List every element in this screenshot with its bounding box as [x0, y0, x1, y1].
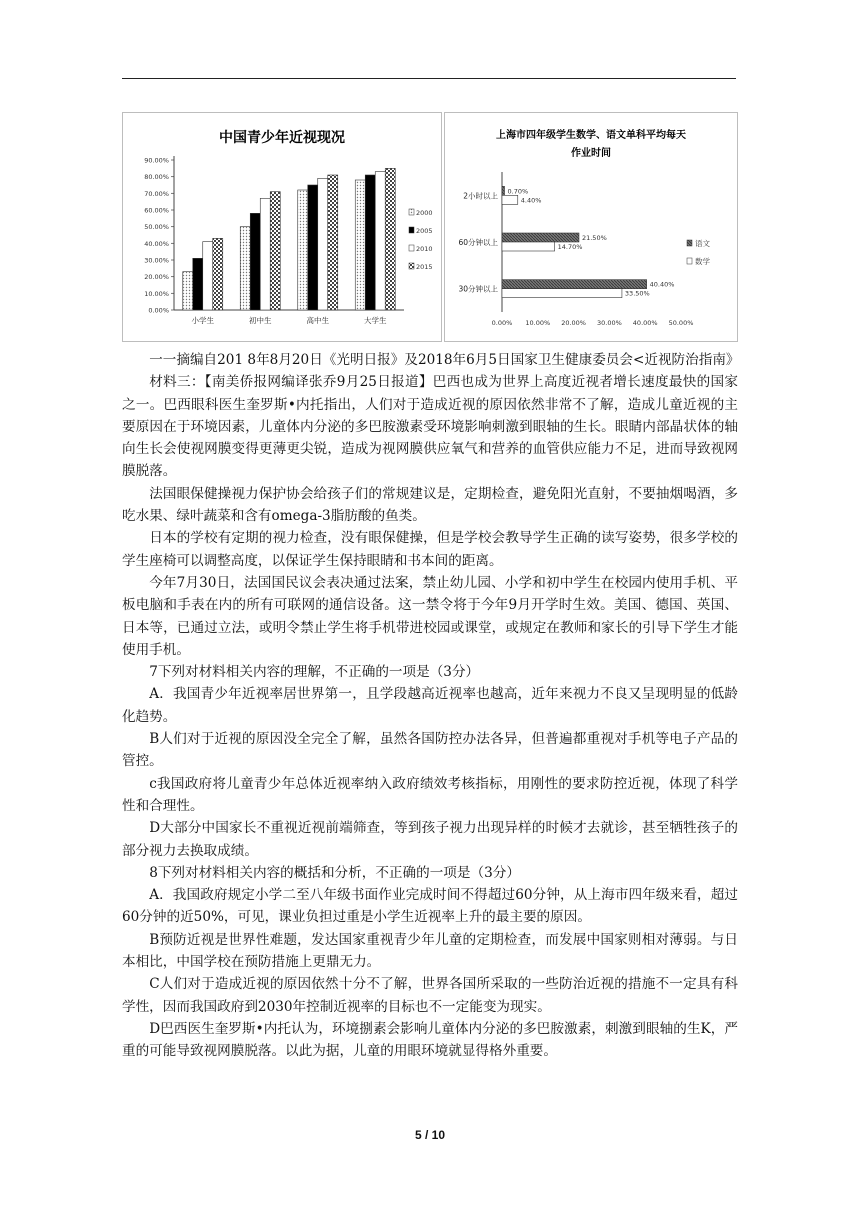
- charts-figure: [122, 112, 736, 340]
- legend-label: 2005: [416, 227, 433, 235]
- x-tick-label: 0.00%: [491, 319, 513, 327]
- bar-2010: [203, 242, 213, 310]
- y-tick-label: 30分钟以上: [458, 284, 498, 294]
- paragraph: D巴西医生奎罗斯•内托认为，环境捌素会影响儿童体内分泌的多巴胺激素，刺激到眼轴的生K，严重的可能导致视网膜脱落。以此为据，儿童的用眼环境就显得格外重要。: [122, 1020, 738, 1060]
- data-label: 21.50%: [581, 234, 607, 242]
- bar-2015: [270, 192, 280, 310]
- bar-2000: [298, 190, 308, 310]
- bar-数学: [502, 289, 622, 298]
- paragraph: 今年7月30日，法国国民议会表决通过法案，禁止幼儿园、小学和初中学生在校园内使用手机、平板电脑和手表在内的所有可联网的通信设备。这一禁令将于今年9月开学时生效。美国、德国、英国、日本等，已通过立法，或明令禁止学生将手机带进校园或课堂，或规定在教师和家长的引导下学生才能使用手机。: [122, 574, 738, 658]
- legend-label: 语文: [695, 239, 710, 248]
- page-number: 5 / 10: [414, 1128, 446, 1142]
- paragraph: B人们对于近视的原因没全完全了解，虽然各国防控办法各异，但普遍都重视对手机等电子产品的管控。: [122, 731, 738, 770]
- paragraph: c我国政府将儿童青少年总体近视率纳入政府绩效考核指标，用刚性的要求防控近视，体现了科学性和合理性。: [122, 775, 738, 814]
- data-label: 14.70%: [557, 243, 583, 251]
- x-tick-label: 40.00%: [632, 319, 658, 327]
- legend-swatch-2000: [409, 209, 414, 215]
- header-rule: [122, 78, 736, 79]
- bar-2000: [183, 272, 193, 310]
- article-body: [122, 349, 738, 1063]
- y-tick-label: 90.00%: [144, 156, 169, 165]
- y-tick-label: 2小时以上: [463, 191, 498, 201]
- x-tick-label: 大学生: [364, 316, 387, 325]
- chart-title: 中国青少年近视现况: [219, 130, 345, 146]
- x-tick-label: 10.00%: [525, 319, 551, 327]
- paragraph: B预防近视是世界性难题，发达国家重视青少年儿童的定期检查，而发展中国家则相对薄弱。与日本相比，中国学校在预防措施上更鼎无力。: [122, 931, 738, 971]
- bar-2010: [318, 178, 328, 310]
- paragraph: A．我国政府规定小学二至八年级书面作业完成时间不得超过60分钟，从上海市四年级来看，超过60分钟的近50%，可见，课业负担过重是小学生近视率上升的最主要的原因。: [122, 887, 738, 926]
- bar-2005: [365, 175, 375, 310]
- chart-title: 作业时间: [571, 148, 611, 159]
- x-tick-label: 20.00%: [561, 319, 586, 327]
- bar-2010: [260, 198, 270, 310]
- legend-label: 数学: [695, 257, 710, 266]
- x-tick-label: 初中生: [249, 316, 272, 325]
- data-label: 33.50%: [624, 289, 650, 298]
- bar-数学: [502, 242, 555, 251]
- paragraph: C人们对于造成近视的原因依然十分不了解，世界各国所采取的一些防治近视的措施不一定具有科学性，因而我国政府到2030年控制近视率的目标也不一定能变为现实。: [122, 976, 738, 1015]
- bar-数学: [502, 195, 518, 204]
- bar-2015: [213, 238, 223, 310]
- y-tick-label: 0.00%: [148, 306, 169, 315]
- legend-swatch-2015: [409, 263, 414, 269]
- y-tick-label: 60分钟以上: [458, 238, 498, 247]
- legend-label: 2010: [416, 245, 433, 253]
- x-tick-label: 50.00%: [668, 319, 694, 327]
- bar-2005: [250, 213, 260, 310]
- legend-label: 2000: [416, 209, 433, 217]
- y-tick-label: 10.00%: [144, 289, 169, 298]
- bar-2000: [355, 180, 365, 310]
- y-tick-label: 20.00%: [144, 273, 169, 282]
- y-tick-label: 50.00%: [144, 223, 169, 232]
- paragraph: 8下列对材料相关内容的概括和分析，不正确的一项是（3分）: [149, 864, 520, 881]
- bar-2005: [308, 185, 318, 310]
- bar-语文: [502, 233, 579, 242]
- bar-2015: [385, 168, 395, 310]
- legend-swatch-2010: [409, 245, 414, 251]
- legend-swatch-2005: [409, 227, 414, 233]
- legend-swatch-数学: [687, 258, 692, 264]
- paragraph: 材料三：【南美侨报网编译张乔9月25日报道】巴西也成为世界上高度近视者增长速度最快的国家之一。巴西眼科医生奎罗斯•内托指出，人们对于造成近视的原因依然非常不了解，造成儿童近视的主要原因在于环境因素，儿童体内分泌的多巴胺激素受环境影响刺激到眼轴的生长。眼睛内部晶状体的轴向生长会使视网膜变得更薄更尖锐，造成为视网膜供应氧气和营养的血管供应能力不足，进而导致视网膜脱落。: [122, 374, 738, 480]
- bar-语文: [502, 280, 647, 289]
- legend-swatch-语文: [687, 240, 692, 246]
- y-tick-label: 60.00%: [144, 206, 169, 215]
- y-tick-label: 40.00%: [144, 239, 169, 248]
- data-label: 4.40%: [520, 196, 542, 205]
- paragraph: 法国眼保健操视力保护协会给孩子们的常规建议是，定期检查，避免阳光直射，不要抽烟喝酒，多吃水果、绿叶蔬菜和含有omega-3脂肪酸的鱼类。: [122, 485, 738, 525]
- paragraph: 一一摘编自201 8年8月20日《光明日报》及2018年6月5日国家卫生健康委员会<近视防治指南》: [149, 352, 740, 368]
- y-tick-label: 30.00%: [144, 256, 169, 265]
- paragraph: A．我国青少年近视率居世界第一，且学段越高近视率也越高，近年来视力不良又呈现明显的低龄化趋势。: [122, 686, 738, 725]
- y-tick-label: 70.00%: [144, 189, 169, 198]
- y-tick-label: 80.00%: [144, 173, 169, 182]
- charts-svg: [122, 112, 736, 340]
- x-tick-label: 小学生: [191, 316, 214, 325]
- data-label: 0.70%: [507, 187, 529, 196]
- x-tick-label: 高中生: [306, 316, 329, 325]
- bar-语文: [502, 186, 505, 195]
- data-label: 40.40%: [649, 280, 675, 289]
- bar-2010: [375, 172, 385, 310]
- paragraph: 7下列对材料相关内容的理解，不正确的一项是（3分）: [149, 664, 480, 681]
- bar-2015: [328, 175, 338, 310]
- chart-title: 上海市四年级学生数学、语文单科平均每天: [496, 130, 686, 141]
- legend-label: 2015: [416, 263, 433, 271]
- x-tick-label: 30.00%: [597, 319, 622, 327]
- paragraph: 日本的学校有定期的视力检查，没有眼保健操，但是学校会教导学生正确的读写姿势，很多学校的学生座椅可以调整高度，以保证学生保持眼睛和书本间的距离。: [122, 530, 738, 569]
- bar-2000: [240, 227, 250, 310]
- bar-2005: [193, 258, 203, 310]
- paragraph: D大部分中国家长不重视近视前端筛查，等到孩子视力出现异样的时候才去就诊，甚至牺牲孩子的部分视力去换取成绩。: [122, 820, 738, 859]
